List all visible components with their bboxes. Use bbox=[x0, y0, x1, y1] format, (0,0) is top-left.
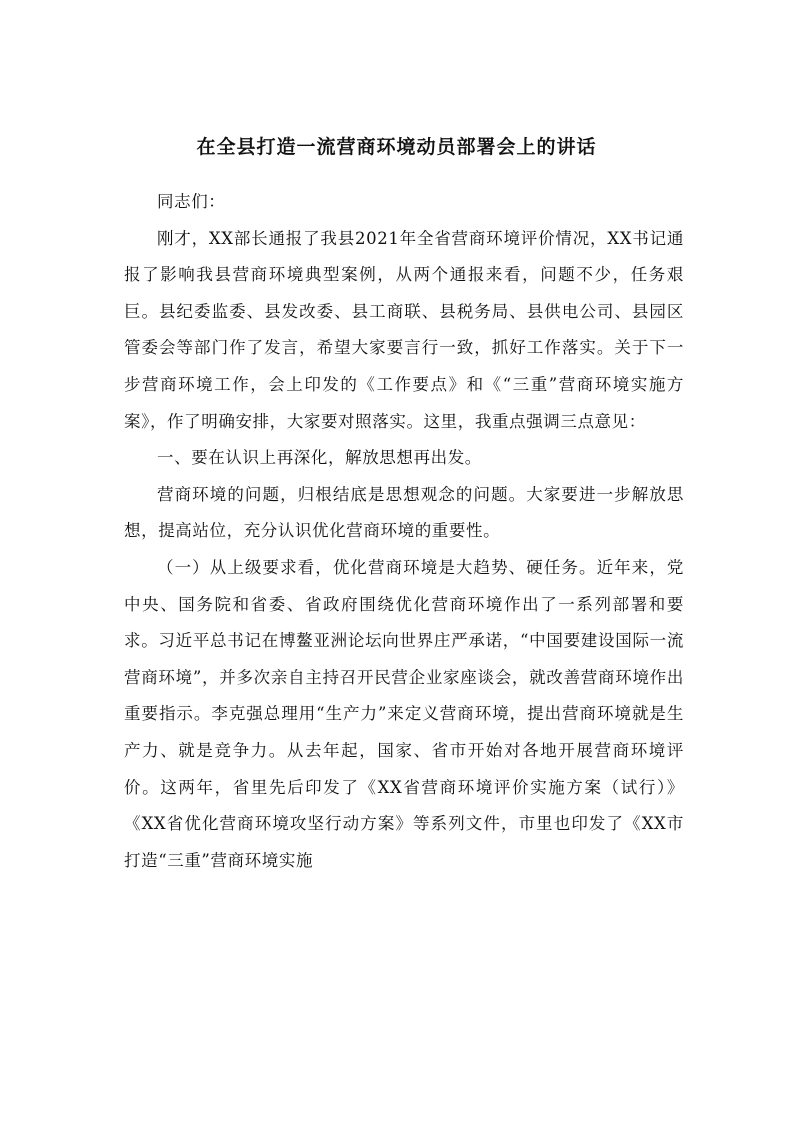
document-body bbox=[124, 184, 684, 879]
paragraph-intro: 刚才，XX部长通报了我县2021年全省营商环境评价情况，XX书记通报了影响我县营商环境典型案例，从两个通报来看，问题不少，任务艰巨。县纪委监委、县发改委、县工商联、县税务局、县供电公司、县园区管委会等部门作了发言，希望大家要言行一致，抓好工作落实。关于下一步营商环境工作，会上印发的《工作要点》和《“三重”营商环境实施方案》，作了明确安排，大家要对照落实。这里，我重点强调三点意见： bbox=[124, 228, 684, 431]
paragraph-subsection-1: （一）从上级要求看，优化营商环境是大趋势、硬任务。近年来，党中央、国务院和省委、省政府围绕优化营商环境作出了一系列部署和要求。习近平总书记在博鳌亚洲论坛向世界庄严承诺，“中国要建设国际一流营商环境”，并多次亲自主持召开民营企业家座谈会，就改善营商环境作出重要指示。李克强总理用“生产力”来定义营商环境，提出营商环境就是生产力、就是竞争力。从去年起，国家、省市开始对各地开展营商环境评价。这两年，省里先后印发了《XX省营商环境评价实施方案（试行）》《XX省优化营商环境攻坚行动方案》等系列文件，市里也印发了《XX市打造“三重”营商环境实施 bbox=[124, 557, 684, 870]
salutation: 同志们： bbox=[157, 192, 226, 211]
paragraph-section-1: 营商环境的问题，归根结底是思想观念的问题。大家要进一步解放思想，提高站位，充分认识优化营商环境的重要性。 bbox=[124, 484, 684, 541]
section-heading-1: 一、要在认识上再深化，解放思想再出发。 bbox=[157, 448, 482, 468]
document-title: 在全县打造一流营商环境动员部署会上的讲话 bbox=[196, 136, 597, 158]
